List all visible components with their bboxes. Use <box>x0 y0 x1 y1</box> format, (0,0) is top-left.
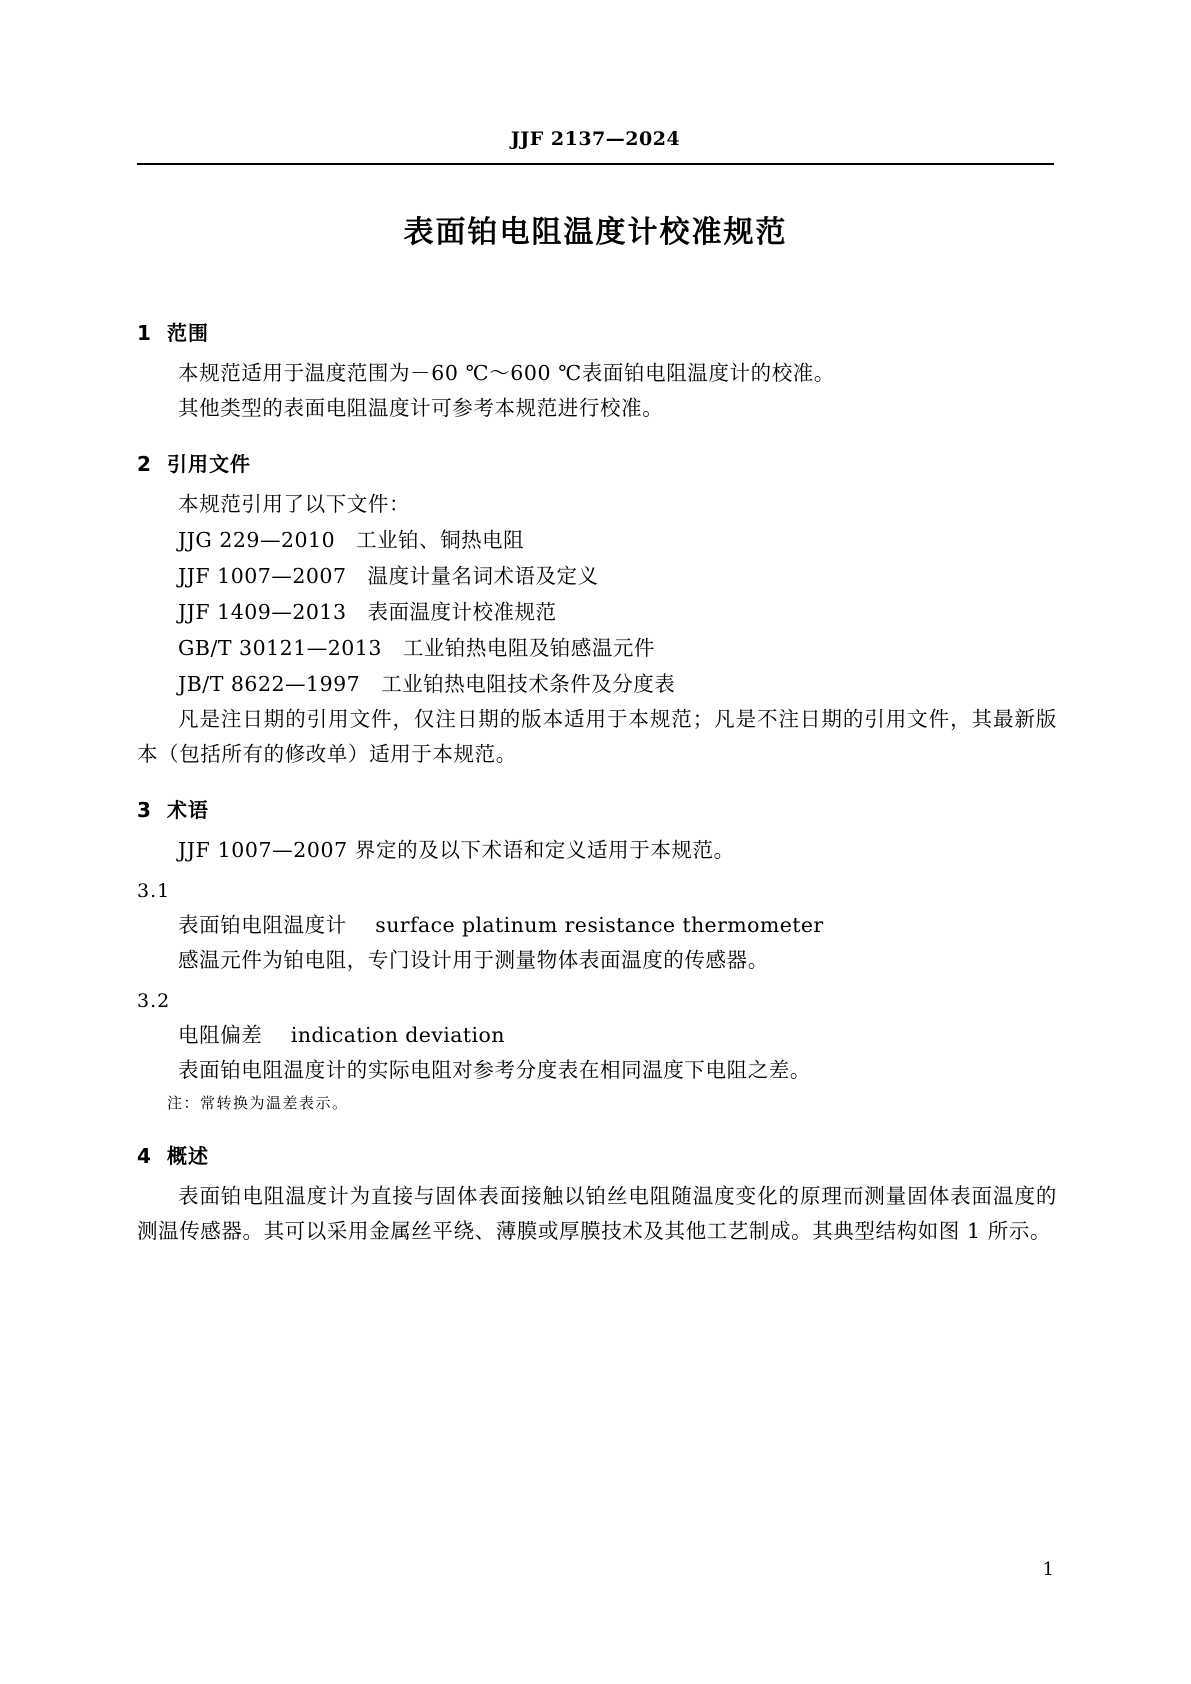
reference-item: JJG 229—2010 工业铂、铜热电阻 <box>178 528 525 552</box>
section-heading-2 <box>137 448 1057 477</box>
section-title-1: 范围 <box>167 321 209 345</box>
section-1-paragraph-1: 本规范适用于温度范围为－60 ℃～600 ℃表面铂电阻温度计的校准。 <box>178 361 836 385</box>
section-title-2: 引用文件 <box>167 452 251 476</box>
section-title-3: 术语 <box>167 798 209 822</box>
term-definition-3-1: 感温元件为铂电阻，专门设计用于测量物体表面温度的传感器。 <box>178 948 769 972</box>
section-number-4: 4 <box>137 1144 152 1168</box>
section-1-paragraph-2: 其他类型的表面电阻温度计可参考本规范进行校准。 <box>178 396 664 420</box>
section-heading-4 <box>137 1140 1057 1169</box>
section-4-paragraph-1: 表面铂电阻温度计为直接与固体表面接触以铂丝电阻随温度变化的原理而测量固体表面温度的测温传感器。其可以采用金属丝平绕、薄膜或厚膜技术及其他工艺制成。其典型结构如图 1 所示。 <box>137 1184 1057 1243</box>
term-definition-3-2: 表面铂电阻温度计的实际电阻对参考分度表在相同温度下电阻之差。 <box>178 1058 811 1082</box>
section-2-intro: 本规范引用了以下文件： <box>178 492 411 516</box>
page-number: 1 <box>1042 1559 1054 1580</box>
reference-item: GB/T 30121—2013 工业铂热电阻及铂感温元件 <box>178 636 655 660</box>
section-3-intro: JJF 1007—2007 界定的及以下术语和定义适用于本规范。 <box>178 838 735 862</box>
term-name-3-2 <box>137 1018 1057 1053</box>
term-name-cn: 表面铂电阻温度计 <box>178 913 347 937</box>
section-2-closing: 凡是注日期的引用文件，仅注日期的版本适用于本规范；凡是不注日期的引用文件，其最新版本（包括所有的修改单）适用于本规范。 <box>137 707 1057 766</box>
reference-item: JJF 1409—2013 表面温度计校准规范 <box>178 600 557 624</box>
section-heading-1 <box>137 317 1057 346</box>
term-name-en: indication deviation <box>290 1023 505 1047</box>
term-name-3-1 <box>137 908 1057 943</box>
section-title-4: 概述 <box>167 1144 209 1168</box>
term-name-en: surface platinum resistance thermometer <box>375 913 824 937</box>
term-index-3-2: 3.2 <box>137 990 171 1012</box>
term-note-3-2: 注：常转换为温差表示。 <box>167 1094 349 1112</box>
page-header: JJF 2137—2024 <box>510 128 681 150</box>
reference-item: JB/T 8622—1997 工业铂热电阻技术条件及分度表 <box>178 672 676 696</box>
document-body <box>137 295 1057 1249</box>
term-name-cn: 电阻偏差 <box>178 1023 263 1047</box>
reference-item: JJF 1007—2007 温度计量名词术语及定义 <box>178 564 599 588</box>
section-number-2: 2 <box>137 452 152 476</box>
section-heading-3 <box>137 794 1057 823</box>
header-divider <box>137 163 1054 165</box>
page-title: 表面铂电阻温度计校准规范 <box>403 215 788 250</box>
term-index-3-1: 3.1 <box>137 880 171 902</box>
section-number-1: 1 <box>137 321 152 345</box>
section-number-3: 3 <box>137 798 152 822</box>
